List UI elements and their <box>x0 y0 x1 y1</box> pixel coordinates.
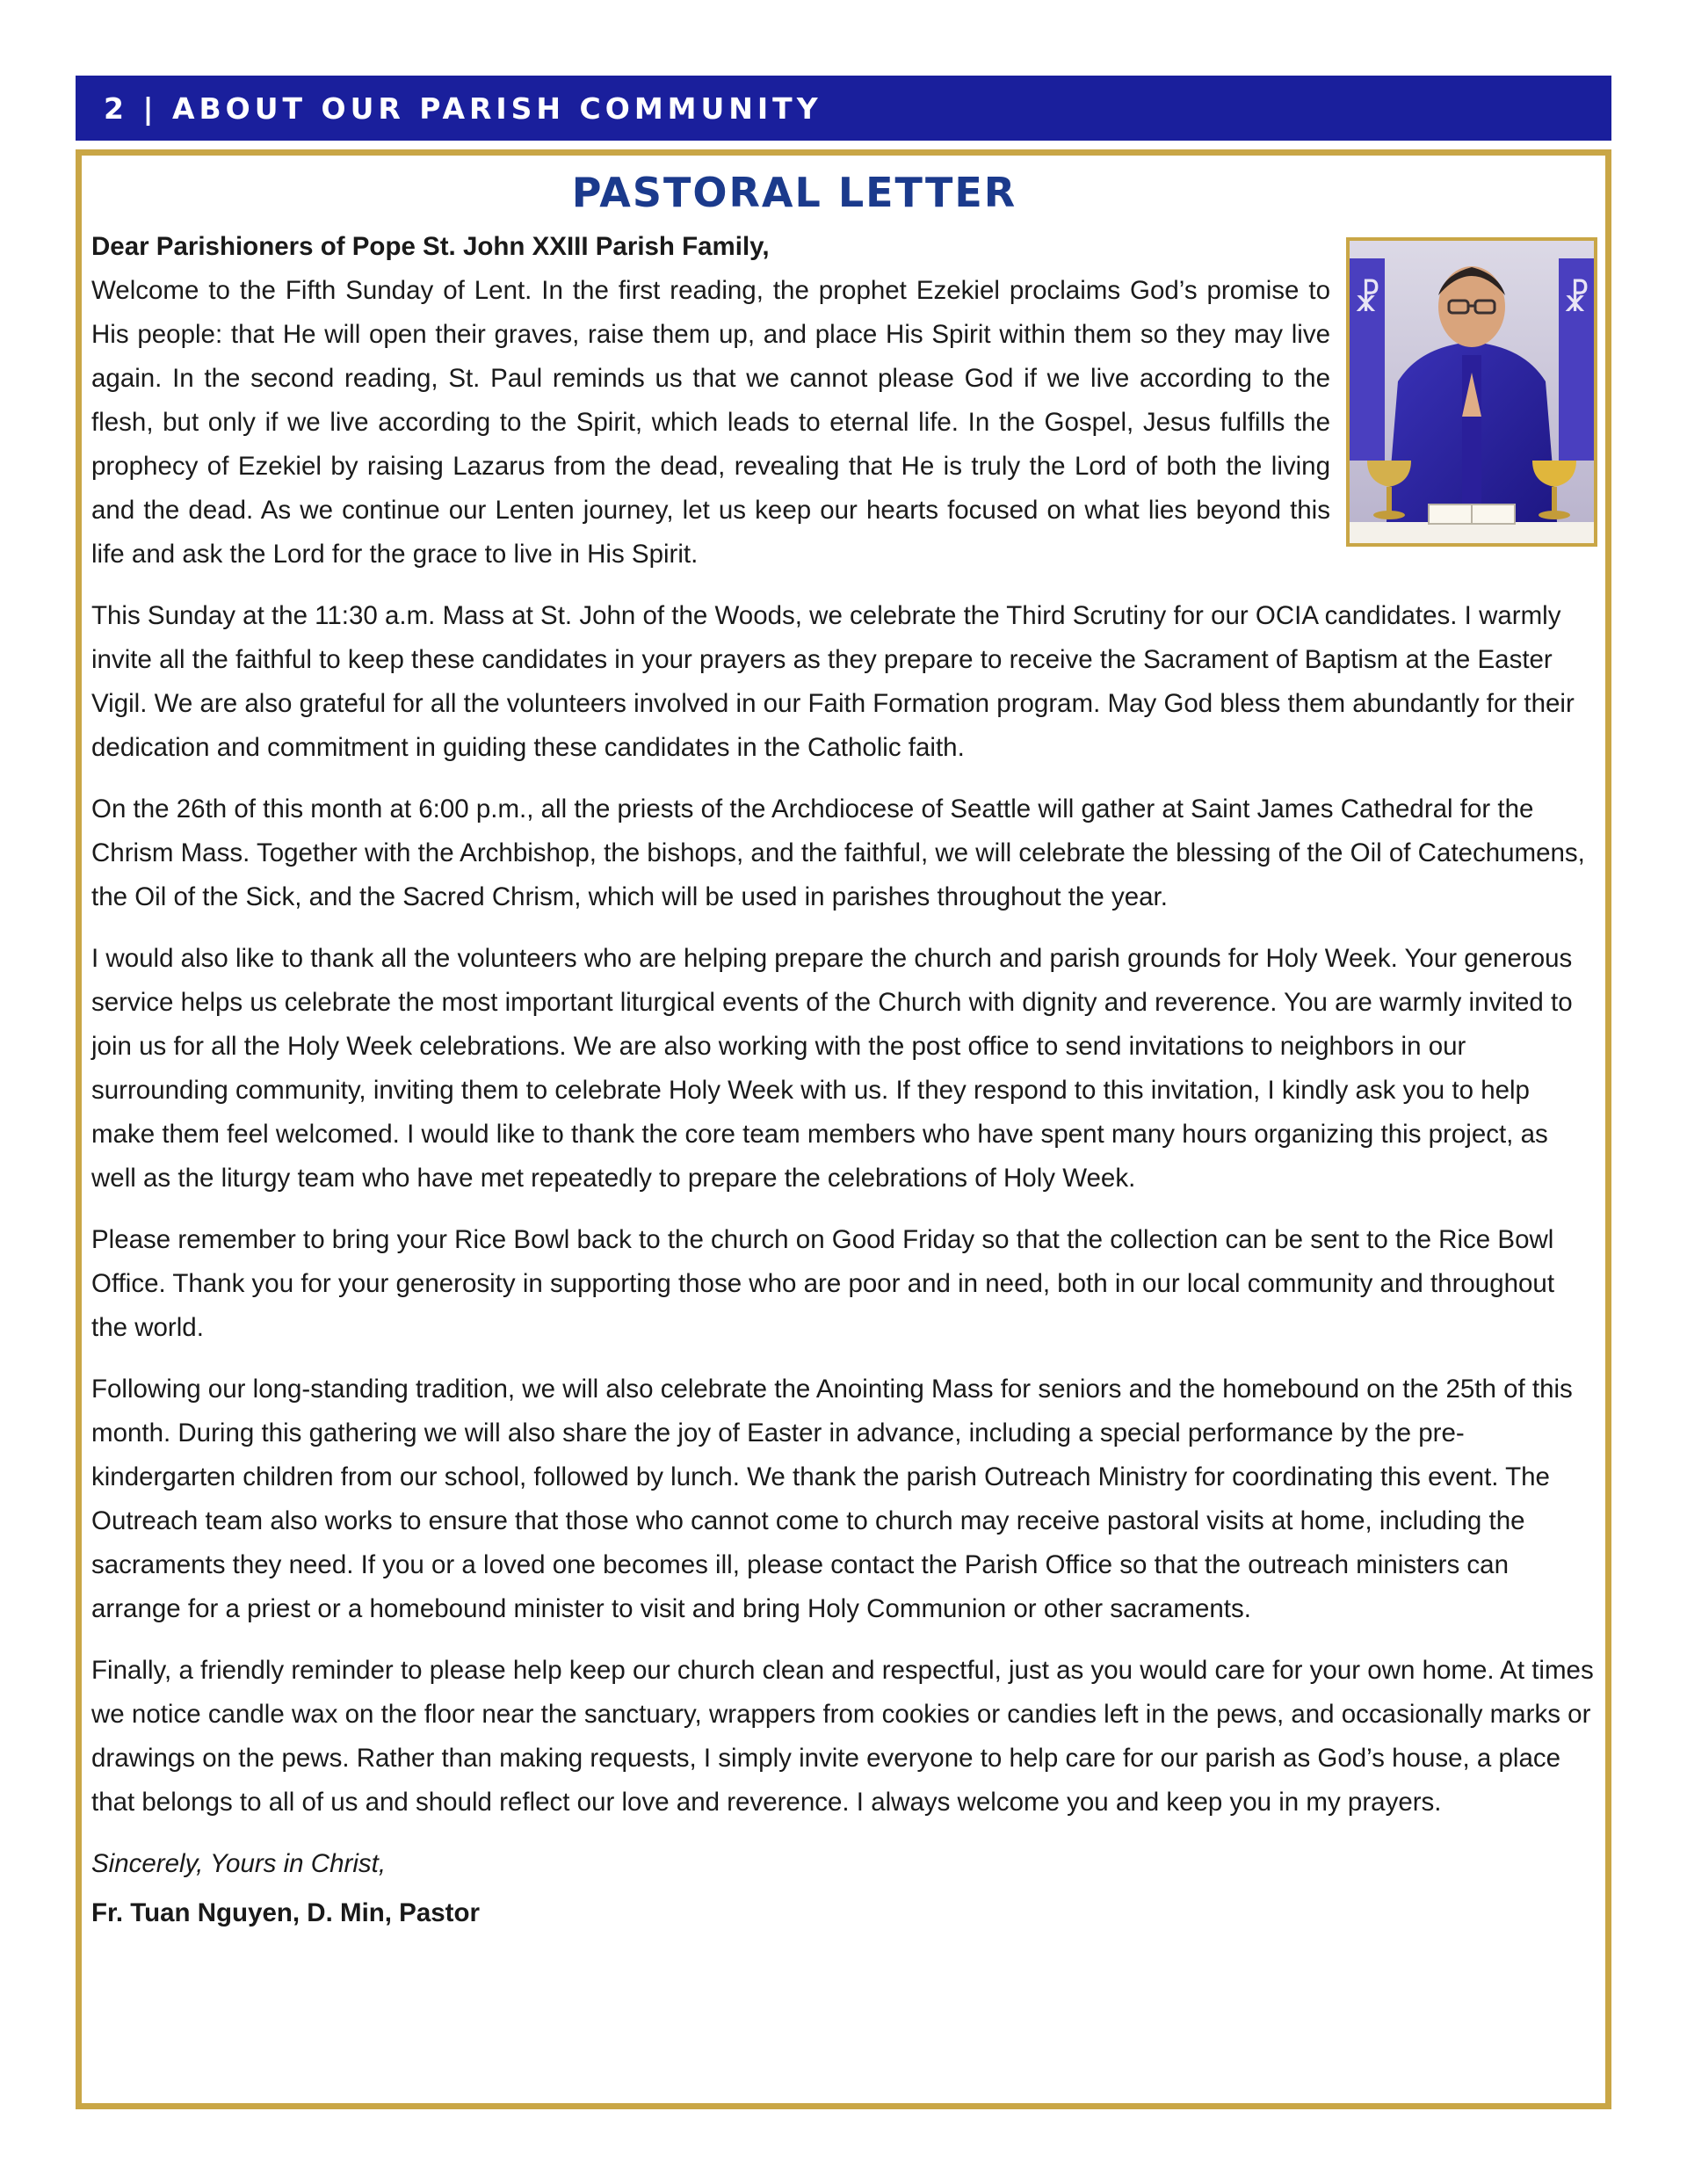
page-title: PASTORAL LETTER <box>571 169 1017 216</box>
section-header-label: 2 | ABOUT OUR PARISH COMMUNITY <box>104 91 822 126</box>
letter-paragraph: Following our long-standing tradition, we will also celebrate the Anointing Mass for seniors and the homebound on the 25th of this month. During this gathering we will also share the joy of Easter in advance, including a special performance by the pre-kindergarten children from our school, followed by lunch. We thank the parish Outreach Ministry for coordinating this event. The Outreach team also works to ensure that those who cannot come to church may receive pastoral visits at home, including the sacraments they need. If you or a loved one becomes ill, please contact the Parish Office so that the outreach ministers can arrange for a priest or a homebound minister to visit and bring Holy Communion or other sacraments. <box>91 1375 1573 1623</box>
section-header-bar <box>76 76 1611 141</box>
letter-paragraph: This Sunday at the 11:30 a.m. Mass at St. John of the Woods, we celebrate the Third Scrutiny for our OCIA candidates. I warmly invite all the faithful to keep these candidates in your prayers as they prepare to receive the Sacrament of Baptism at the Easter Vigil. We are also grateful for all the volunteers involved in our Faith Formation program. May God bless them abundantly for their dedication and commitment in guiding these candidates in the Catholic faith. <box>91 601 1575 762</box>
letter-paragraph: I would also like to thank all the volunteers who are helping prepare the church and parish grounds for Holy Week. Your generous service helps us celebrate the most important liturgical events of the Church with dignity and reverence. You are warmly invited to join us for all the Holy Week celebrations. We are also working with the post office to send invitations to neighbors in our surrounding community, inviting them to celebrate Holy Week with us. If they respond to this invitation, I kindly ask you to help make them feel welcomed. I would like to thank the core team members who have spent many hours organizing this project, as well as the liturgy team who have met repeatedly to prepare the celebrations of Holy Week. <box>91 944 1573 1193</box>
letter-intro-paragraph: Welcome to the Fifth Sunday of Lent. In the first reading, the prophet Ezekiel proclaims God’s promise to His people: that He will open their graves, raise them up, and place His Spirit within them so they may live again. In the second reading, St. Paul reminds us that we cannot please God if we live according to the flesh, but only if we live according to the Spirit, which leads to eternal life. In the Gospel, Jesus fulfills the prophecy of Ezekiel by raising Lazarus from the dead, revealing that He is truly the Lord of both the living and the dead. As we continue our Lenten journey, let us keep our hearts focused on what lies beyond this life and ask the Lord for the grace to live in His Spirit. <box>91 276 1330 569</box>
letter-paragraph: On the 26th of this month at 6:00 p.m., all the priests of the Archdiocese of Seattle will gather at Saint James Cathedral for the Chrism Mass. Together with the Archbishop, the bishops, and the faithful, we will celebrate the blessing of the Oil of Catechumens, the Oil of the Sick, and the Sacred Chrism, which will be used in parishes throughout the year. <box>91 795 1585 911</box>
letter-paragraph: Finally, a friendly reminder to please help keep our church clean and respectful, just as you would care for your own home. At times we notice candle wax on the floor near the sanctuary, wrappers from cookies or candies left in the pews, and occasionally marks or drawings on the pews. Rather than making requests, I simply invite everyone to help care for our parish as God’s house, a place that belongs to all of us and should reflect our love and reverence. I always welcome you and keep you in my prayers. <box>91 1656 1594 1817</box>
svg-text:☧: ☧ <box>1353 279 1381 320</box>
letter-body <box>91 225 1596 1935</box>
letter-paragraph: Please remember to bring your Rice Bowl back to the church on Good Friday so that the collection can be sent to the Rice Bowl Office. Thank you for your generosity in supporting those who are poor and in need, both in our local community and throughout the world. <box>91 1225 1555 1342</box>
svg-text:☧: ☧ <box>1562 279 1590 320</box>
letter-salutation: Dear Parishioners of Pope St. John XXIII Parish Family, <box>91 232 770 261</box>
letter-signature: Fr. Tuan Nguyen, D. Min, Pastor <box>91 1898 480 1927</box>
letter-closing: Sincerely, Yours in Christ, <box>91 1849 387 1878</box>
